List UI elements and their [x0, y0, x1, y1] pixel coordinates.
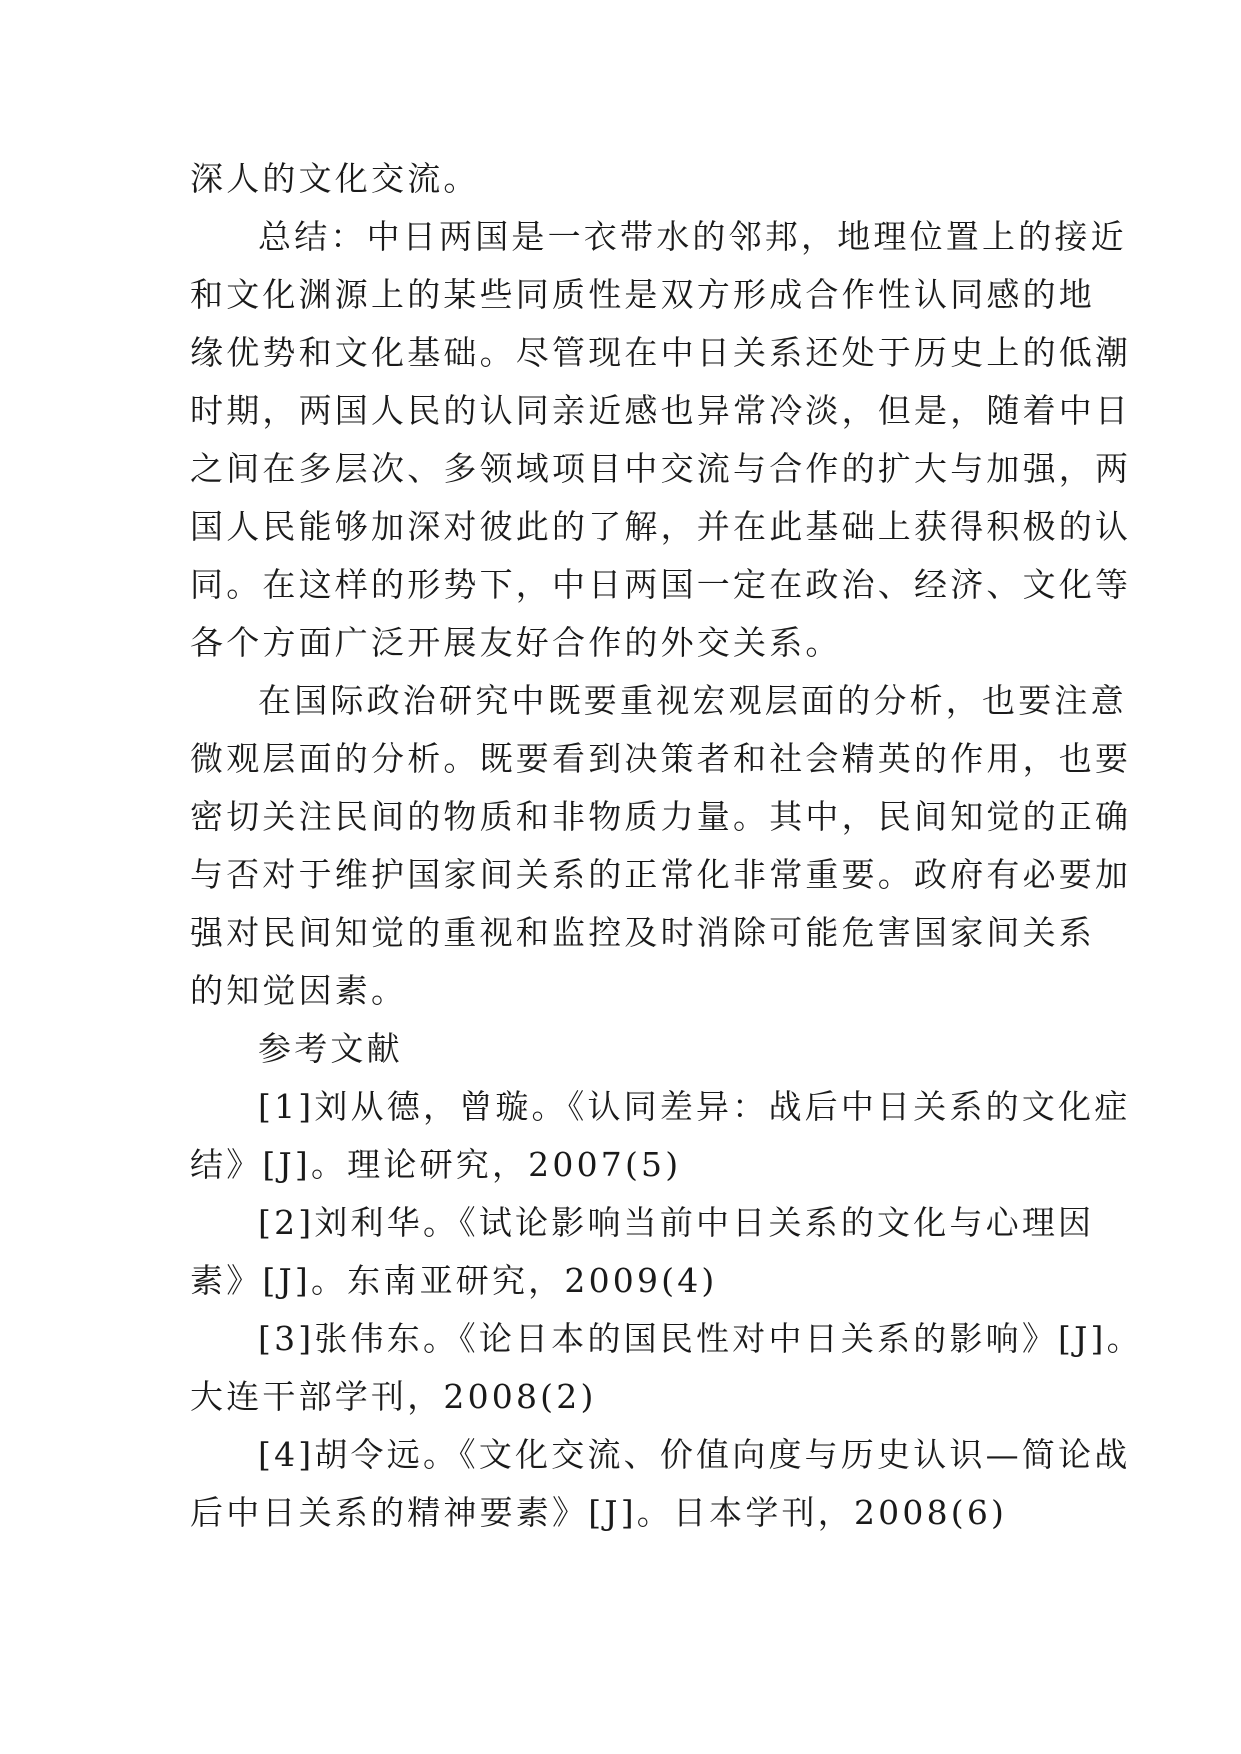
reference-item: [4]胡令远。《文化交流、价值向度与历史认识—简论战: [258, 1435, 1131, 1474]
references-heading: 参考文献: [258, 1029, 403, 1068]
text-line: 各个方面广泛开展友好合作的外交关系。: [190, 623, 842, 662]
reference-item: [2]刘利华。《试论影响当前中日关系的文化与心理因: [258, 1203, 1095, 1242]
paragraph-summary-start: 总结：中日两国是一衣带水的邻邦，地理位置上的接近: [258, 217, 1127, 256]
text-line: 与否对于维护国家间关系的正常化非常重要。政府有必要加: [190, 855, 1132, 894]
reference-item-continuation: 大连干部学刊，2008(2): [190, 1377, 597, 1416]
paragraph-research-start: 在国际政治研究中既要重视宏观层面的分析，也要注意: [258, 681, 1127, 720]
reference-item-continuation: 素》[J]。东南亚研究，2009(4): [190, 1261, 718, 1300]
text-line: 时期，两国人民的认同亲近感也异常冷淡，但是，随着中日: [190, 391, 1132, 430]
text-line: 之间在多层次、多领域项目中交流与合作的扩大与加强，两: [190, 449, 1132, 488]
reference-item: [1]刘从德，曾璇。《认同差异：战后中日关系的文化症: [258, 1087, 1131, 1126]
document-page: [190, 150, 1143, 1542]
text-line: 微观层面的分析。既要看到决策者和社会精英的作用，也要: [190, 739, 1132, 778]
text-line: 和文化渊源上的某些同质性是双方形成合作性认同感的地: [190, 275, 1095, 314]
text-line: 缘优势和文化基础。尽管现在中日关系还处于历史上的低潮: [190, 333, 1132, 372]
text-line: 同。在这样的形势下，中日两国一定在政治、经济、文化等: [190, 565, 1132, 604]
text-line: 强对民间知觉的重视和监控及时消除可能危害国家间关系: [190, 913, 1095, 952]
text-line: 的知觉因素。: [190, 971, 408, 1010]
reference-item-continuation: 结》[J]。理论研究，2007(5): [190, 1145, 682, 1184]
text-line: 深人的文化交流。: [190, 159, 480, 198]
text-line: 密切关注民间的物质和非物质力量。其中，民间知觉的正确: [190, 797, 1132, 836]
reference-item: [3]张伟东。《论日本的国民性对中日关系的影响》[J]。: [258, 1319, 1143, 1358]
reference-item-continuation: 后中日关系的精神要素》[J]。日本学刊，2008(6): [190, 1493, 1008, 1532]
text-line: 国人民能够加深对彼此的了解，并在此基础上获得积极的认: [190, 507, 1132, 546]
